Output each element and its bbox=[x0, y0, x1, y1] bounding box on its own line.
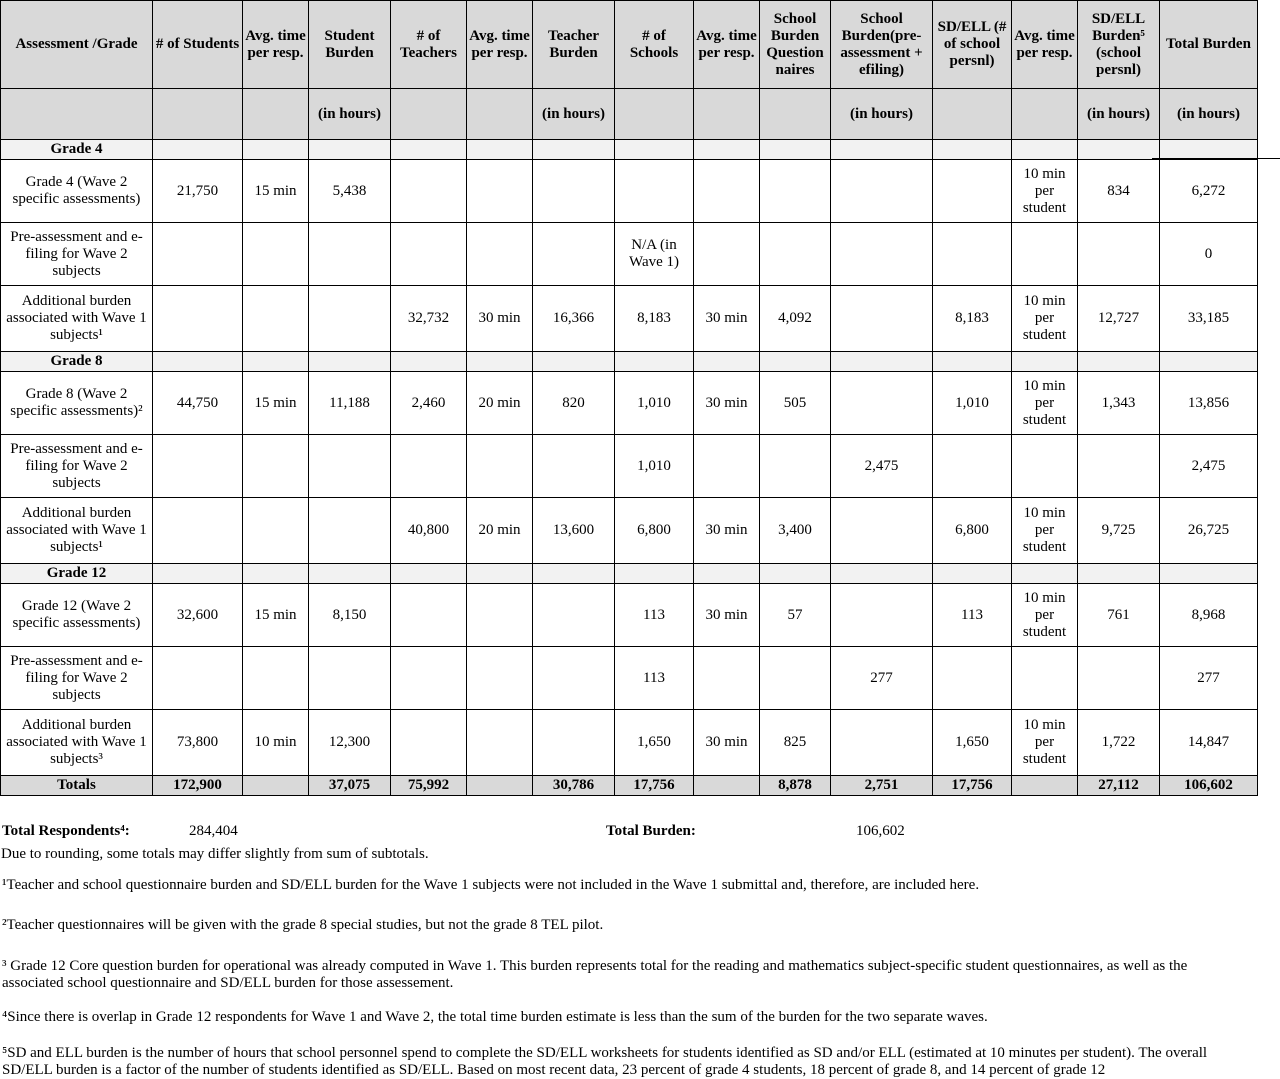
divider bbox=[1152, 158, 1280, 159]
table-cell: 113 bbox=[933, 584, 1012, 647]
table-cell: 10 min bbox=[243, 710, 309, 776]
table-cell: 15 min bbox=[243, 372, 309, 435]
column-header: Teacher Burden bbox=[533, 1, 615, 89]
table-cell: 30 min bbox=[694, 584, 760, 647]
table-cell: 14,847 bbox=[1160, 710, 1258, 776]
footnote-3: ³ Grade 12 Core question burden for operational was already computed in Wave 1. This burden represents total for the reading and mathematics subject-specific student questionnaires, as well as the associated school questionnaire and SD/ELL burden for those assessement. bbox=[2, 958, 1188, 991]
empty-cell bbox=[391, 564, 467, 584]
empty-cell bbox=[1012, 564, 1078, 584]
table-cell: 21,750 bbox=[153, 160, 243, 223]
empty-cell bbox=[533, 564, 615, 584]
table-cell bbox=[694, 160, 760, 223]
unit-cell bbox=[391, 89, 467, 140]
column-header: Avg. time per resp. bbox=[467, 1, 533, 89]
table-row bbox=[1, 223, 1258, 286]
unit-cell bbox=[694, 89, 760, 140]
footnote-4: ⁴Since there is overlap in Grade 12 respondents for Wave 1 and Wave 2, the total time burden estimate is less than the sum of the burden for the two separate waves. bbox=[2, 1009, 988, 1025]
column-header: SD/ELL Burden⁵ (school persnl) bbox=[1078, 1, 1160, 89]
table-row bbox=[1, 372, 1258, 435]
unit-cell bbox=[243, 89, 309, 140]
table-cell: 10 min per student bbox=[1012, 160, 1078, 223]
table-cell bbox=[831, 372, 933, 435]
table-cell: 11,188 bbox=[309, 372, 391, 435]
empty-cell bbox=[153, 352, 243, 372]
table-cell: 4,092 bbox=[760, 286, 831, 352]
table-cell bbox=[467, 584, 533, 647]
table-cell bbox=[153, 498, 243, 564]
table-row bbox=[1, 498, 1258, 564]
footnote-1: ¹Teacher and school questionnaire burden and SD/ELL burden for the Wave 1 subjects were not included in the Wave 1 submittal and, therefore, are included here. bbox=[2, 877, 980, 893]
table-cell bbox=[243, 498, 309, 564]
rounding-note: Due to rounding, some totals may differ slightly from sum of subtotals. bbox=[1, 846, 429, 862]
table-cell bbox=[153, 223, 243, 286]
table-cell bbox=[391, 710, 467, 776]
empty-cell bbox=[391, 352, 467, 372]
table-cell: 33,185 bbox=[1160, 286, 1258, 352]
table-cell: 32,600 bbox=[153, 584, 243, 647]
table-cell: 1,722 bbox=[1078, 710, 1160, 776]
table-cell: 32,732 bbox=[391, 286, 467, 352]
table-cell: 1,343 bbox=[1078, 372, 1160, 435]
column-header: Avg. time per resp. bbox=[243, 1, 309, 89]
empty-cell bbox=[615, 140, 694, 160]
empty-cell bbox=[243, 564, 309, 584]
empty-cell bbox=[831, 352, 933, 372]
total-respondents-label: Total Respondents⁴: bbox=[2, 823, 130, 839]
unit-cell bbox=[153, 89, 243, 140]
empty-cell bbox=[1078, 564, 1160, 584]
table-cell: 16,366 bbox=[533, 286, 615, 352]
table-cell: 30 min bbox=[467, 286, 533, 352]
table-cell bbox=[694, 435, 760, 498]
empty-cell bbox=[1160, 352, 1258, 372]
table-cell: 10 min per student bbox=[1012, 286, 1078, 352]
unit-cell bbox=[1, 89, 153, 140]
empty-cell bbox=[760, 140, 831, 160]
table-cell bbox=[533, 710, 615, 776]
table-cell: 30 min bbox=[694, 372, 760, 435]
empty-cell bbox=[391, 140, 467, 160]
empty-cell bbox=[153, 564, 243, 584]
table-cell bbox=[391, 584, 467, 647]
table-cell: 10 min per student bbox=[1012, 584, 1078, 647]
table-cell: 15 min bbox=[243, 160, 309, 223]
footnote-2: ²Teacher questionnaires will be given with the grade 8 special studies, but not the grade 8 TEL pilot. bbox=[2, 917, 604, 933]
table-cell bbox=[760, 435, 831, 498]
group-header-row bbox=[1, 140, 1258, 160]
empty-cell bbox=[615, 352, 694, 372]
table-cell: 26,725 bbox=[1160, 498, 1258, 564]
unit-cell bbox=[1012, 89, 1078, 140]
table-cell bbox=[831, 710, 933, 776]
table-cell: 10 min per student bbox=[1012, 372, 1078, 435]
table-cell: 8,183 bbox=[933, 286, 1012, 352]
table-cell: 15 min bbox=[243, 584, 309, 647]
table-cell: 3,400 bbox=[760, 498, 831, 564]
table-cell bbox=[760, 647, 831, 710]
table-cell bbox=[1078, 223, 1160, 286]
row-label: Grade 8 (Wave 2 specific assessments)² bbox=[1, 372, 153, 435]
unit-cell bbox=[467, 89, 533, 140]
table-cell bbox=[467, 435, 533, 498]
empty-cell bbox=[467, 352, 533, 372]
group-label: Grade 8 bbox=[1, 352, 153, 372]
table-cell: 1,010 bbox=[933, 372, 1012, 435]
table-cell bbox=[1012, 223, 1078, 286]
row-label: Grade 12 (Wave 2 specific assessments) bbox=[1, 584, 153, 647]
table-cell: 12,300 bbox=[309, 710, 391, 776]
table-cell: N/A (in Wave 1) bbox=[615, 223, 694, 286]
table-cell bbox=[467, 647, 533, 710]
table-cell bbox=[243, 223, 309, 286]
empty-cell bbox=[533, 140, 615, 160]
totals-row bbox=[1, 776, 1258, 796]
total-burden-label: Total Burden: bbox=[606, 823, 696, 839]
column-header: Student Burden bbox=[309, 1, 391, 89]
empty-cell bbox=[831, 564, 933, 584]
table-cell bbox=[1078, 435, 1160, 498]
table-cell: 1,010 bbox=[615, 435, 694, 498]
table-cell: 2,475 bbox=[1160, 435, 1258, 498]
unit-cell: (in hours) bbox=[831, 89, 933, 140]
empty-cell bbox=[1160, 140, 1258, 160]
empty-cell bbox=[309, 352, 391, 372]
column-header: Assessment /Grade bbox=[1, 1, 153, 89]
empty-cell bbox=[467, 140, 533, 160]
table-cell: 30 min bbox=[694, 286, 760, 352]
table-cell bbox=[933, 223, 1012, 286]
table-cell: 13,600 bbox=[533, 498, 615, 564]
table-cell: 73,800 bbox=[153, 710, 243, 776]
total-cell bbox=[1012, 776, 1078, 796]
table-cell: 10 min per student bbox=[1012, 498, 1078, 564]
table-cell bbox=[831, 498, 933, 564]
empty-cell bbox=[1078, 352, 1160, 372]
column-header: # of Students bbox=[153, 1, 243, 89]
table-cell bbox=[309, 286, 391, 352]
unit-cell: (in hours) bbox=[1078, 89, 1160, 140]
units-row bbox=[1, 89, 1258, 140]
table-cell: 20 min bbox=[467, 372, 533, 435]
table-row bbox=[1, 647, 1258, 710]
table-cell bbox=[760, 160, 831, 223]
table-cell bbox=[391, 223, 467, 286]
table-cell bbox=[694, 647, 760, 710]
table-cell: 825 bbox=[760, 710, 831, 776]
table-cell bbox=[309, 647, 391, 710]
group-header-row bbox=[1, 352, 1258, 372]
column-header: SD/ELL (# of school persnl) bbox=[933, 1, 1012, 89]
empty-cell bbox=[309, 564, 391, 584]
table-cell bbox=[533, 584, 615, 647]
table-row bbox=[1, 710, 1258, 776]
table-cell: 113 bbox=[615, 584, 694, 647]
total-cell: 37,075 bbox=[309, 776, 391, 796]
column-header: # of Schools bbox=[615, 1, 694, 89]
table-cell: 5,438 bbox=[309, 160, 391, 223]
total-cell: 106,602 bbox=[1160, 776, 1258, 796]
table-cell bbox=[309, 223, 391, 286]
table-cell bbox=[391, 647, 467, 710]
table-cell: 44,750 bbox=[153, 372, 243, 435]
table-cell: 505 bbox=[760, 372, 831, 435]
table-cell bbox=[467, 160, 533, 223]
table-cell: 8,150 bbox=[309, 584, 391, 647]
empty-cell bbox=[309, 140, 391, 160]
table-cell bbox=[533, 223, 615, 286]
total-cell: 75,992 bbox=[391, 776, 467, 796]
table-cell bbox=[760, 223, 831, 286]
empty-cell bbox=[933, 140, 1012, 160]
row-label: Additional burden associated with Wave 1 subjects³ bbox=[1, 710, 153, 776]
empty-cell bbox=[694, 140, 760, 160]
table-cell bbox=[533, 435, 615, 498]
empty-cell bbox=[615, 564, 694, 584]
table-cell: 20 min bbox=[467, 498, 533, 564]
table-cell bbox=[243, 435, 309, 498]
empty-cell bbox=[243, 140, 309, 160]
table-cell bbox=[391, 435, 467, 498]
unit-cell: (in hours) bbox=[533, 89, 615, 140]
unit-cell: (in hours) bbox=[1160, 89, 1258, 140]
table-cell: 6,800 bbox=[615, 498, 694, 564]
total-burden-value: 106,602 bbox=[856, 823, 905, 839]
empty-cell bbox=[694, 352, 760, 372]
column-header: # of Teachers bbox=[391, 1, 467, 89]
table-cell bbox=[1012, 435, 1078, 498]
table-row bbox=[1, 160, 1258, 223]
table-cell: 761 bbox=[1078, 584, 1160, 647]
total-cell bbox=[243, 776, 309, 796]
table-cell: 834 bbox=[1078, 160, 1160, 223]
empty-cell bbox=[533, 352, 615, 372]
table-cell: 2,475 bbox=[831, 435, 933, 498]
empty-cell bbox=[694, 564, 760, 584]
table-cell: 8,968 bbox=[1160, 584, 1258, 647]
table-cell: 6,800 bbox=[933, 498, 1012, 564]
total-cell: 2,751 bbox=[831, 776, 933, 796]
row-label: Grade 4 (Wave 2 specific assessments) bbox=[1, 160, 153, 223]
unit-cell: (in hours) bbox=[309, 89, 391, 140]
total-cell: 17,756 bbox=[933, 776, 1012, 796]
table-row bbox=[1, 584, 1258, 647]
column-header: Avg. time per resp. bbox=[694, 1, 760, 89]
row-label: Pre-assessment and e-filing for Wave 2 subjects bbox=[1, 223, 153, 286]
table-cell: 30 min bbox=[694, 498, 760, 564]
table-cell bbox=[615, 160, 694, 223]
table-cell: 2,460 bbox=[391, 372, 467, 435]
table-cell bbox=[533, 647, 615, 710]
table-cell: 9,725 bbox=[1078, 498, 1160, 564]
total-cell: 172,900 bbox=[153, 776, 243, 796]
empty-cell bbox=[933, 564, 1012, 584]
table-cell bbox=[831, 223, 933, 286]
empty-cell bbox=[1012, 140, 1078, 160]
table-cell bbox=[831, 286, 933, 352]
column-header: Total Burden bbox=[1160, 1, 1258, 89]
total-cell: 8,878 bbox=[760, 776, 831, 796]
total-cell bbox=[467, 776, 533, 796]
table-cell: 30 min bbox=[694, 710, 760, 776]
empty-cell bbox=[831, 140, 933, 160]
empty-cell bbox=[467, 564, 533, 584]
table-cell bbox=[467, 710, 533, 776]
table-cell: 57 bbox=[760, 584, 831, 647]
table-cell bbox=[467, 223, 533, 286]
table-cell: 277 bbox=[1160, 647, 1258, 710]
row-label: Pre-assessment and e-filing for Wave 2 subjects bbox=[1, 647, 153, 710]
unit-cell bbox=[615, 89, 694, 140]
table-cell: 10 min per student bbox=[1012, 710, 1078, 776]
empty-cell bbox=[1012, 352, 1078, 372]
table-cell bbox=[694, 223, 760, 286]
summary-line bbox=[2, 823, 1272, 843]
empty-cell bbox=[933, 352, 1012, 372]
empty-cell bbox=[153, 140, 243, 160]
empty-cell bbox=[243, 352, 309, 372]
table-cell: 13,856 bbox=[1160, 372, 1258, 435]
column-header: School Burden(pre-assessment + efiling) bbox=[831, 1, 933, 89]
total-respondents-value: 284,404 bbox=[189, 823, 238, 839]
row-label: Pre-assessment and e-filing for Wave 2 subjects bbox=[1, 435, 153, 498]
table-cell: 8,183 bbox=[615, 286, 694, 352]
total-cell: 17,756 bbox=[615, 776, 694, 796]
group-header-row bbox=[1, 564, 1258, 584]
group-label: Grade 12 bbox=[1, 564, 153, 584]
unit-cell bbox=[933, 89, 1012, 140]
column-header: Avg. time per resp. bbox=[1012, 1, 1078, 89]
table-cell: 277 bbox=[831, 647, 933, 710]
total-cell: 27,112 bbox=[1078, 776, 1160, 796]
table-cell bbox=[533, 160, 615, 223]
table-cell bbox=[831, 584, 933, 647]
table-cell bbox=[1078, 647, 1160, 710]
table-cell: 1,010 bbox=[615, 372, 694, 435]
row-label: Additional burden associated with Wave 1 subjects¹ bbox=[1, 286, 153, 352]
table-cell bbox=[243, 286, 309, 352]
table-cell bbox=[933, 160, 1012, 223]
group-label: Grade 4 bbox=[1, 140, 153, 160]
table-cell bbox=[933, 435, 1012, 498]
table-cell: 40,800 bbox=[391, 498, 467, 564]
table-cell bbox=[153, 647, 243, 710]
table-cell bbox=[933, 647, 1012, 710]
table-cell bbox=[391, 160, 467, 223]
unit-cell bbox=[760, 89, 831, 140]
empty-cell bbox=[760, 564, 831, 584]
row-label: Additional burden associated with Wave 1 subjects¹ bbox=[1, 498, 153, 564]
table-cell bbox=[309, 435, 391, 498]
table-cell: 6,272 bbox=[1160, 160, 1258, 223]
table-cell: 113 bbox=[615, 647, 694, 710]
table-cell: 1,650 bbox=[933, 710, 1012, 776]
footnote-5: ⁵SD and ELL burden is the number of hours that school personnel spend to complete the SD/ELL worksheets for students identified as SD and/or ELL (estimated at 10 minutes per student). The overall SD/ELL burden is a factor of the number of students identified as SD/ELL. Based on most recent data, 23 percent of grade 4 students, 18 percent of grade 8, and 14 percent of grade 12 bbox=[2, 1045, 1208, 1078]
table-cell bbox=[309, 498, 391, 564]
table-cell: 1,650 bbox=[615, 710, 694, 776]
empty-cell bbox=[760, 352, 831, 372]
table-cell: 820 bbox=[533, 372, 615, 435]
table-cell bbox=[153, 286, 243, 352]
total-cell: 30,786 bbox=[533, 776, 615, 796]
table-cell bbox=[243, 647, 309, 710]
table-row bbox=[1, 435, 1258, 498]
column-header: School Burden Question naires bbox=[760, 1, 831, 89]
table-cell bbox=[153, 435, 243, 498]
table-row bbox=[1, 286, 1258, 352]
empty-cell bbox=[1160, 564, 1258, 584]
empty-cell bbox=[1078, 140, 1160, 160]
totals-label: Totals bbox=[1, 776, 153, 796]
table-cell: 0 bbox=[1160, 223, 1258, 286]
total-cell bbox=[694, 776, 760, 796]
table-cell bbox=[831, 160, 933, 223]
header-row bbox=[1, 1, 1258, 89]
table-body bbox=[1, 140, 1258, 796]
table-cell: 12,727 bbox=[1078, 286, 1160, 352]
table-cell bbox=[1012, 647, 1078, 710]
